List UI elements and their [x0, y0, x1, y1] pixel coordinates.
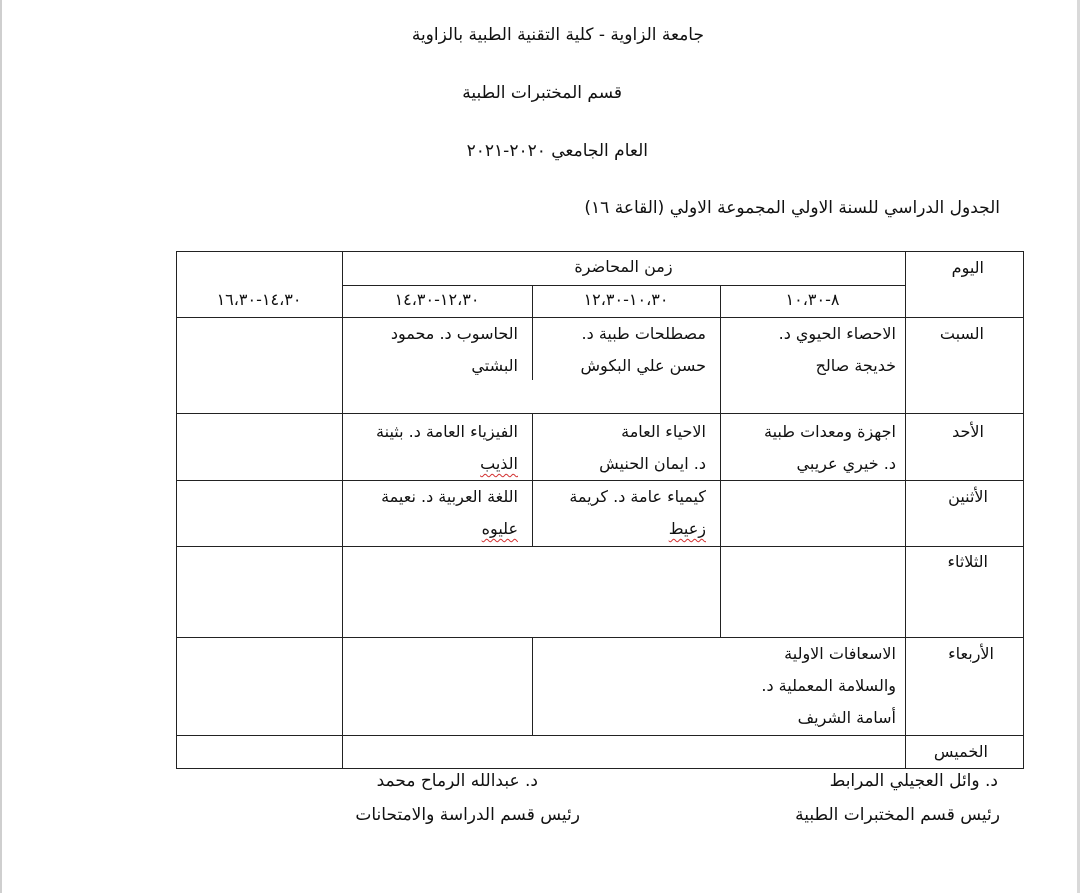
day-thursday: الخميس — [933, 742, 988, 761]
mon-slot3-line1: اللغة العربية د. نعيمة — [381, 487, 518, 506]
sun-slot3-line2: الذيب — [480, 454, 518, 473]
row-rule — [176, 637, 1024, 638]
slot-column-rule — [532, 413, 533, 480]
sun-slot1-line1: اجهزة ومعدات طبية — [764, 422, 896, 441]
table-border-left — [176, 251, 177, 769]
table-border-right — [1023, 251, 1024, 769]
mon-slot2-line1: كيمياء عامة د. كريمة — [569, 487, 706, 506]
slot-column-rule — [532, 637, 533, 735]
time-header: زمن المحاضرة — [574, 257, 673, 276]
slot-column-rule — [532, 480, 533, 546]
slot-2-header: ١٠،٣٠-١٢،٣٠ — [583, 290, 669, 309]
sun-slot1-line2: د. خيري عريبي — [796, 454, 896, 473]
mon-slot3-line2: عليوه — [481, 519, 518, 538]
mon-slot2-line2: زعيط — [668, 519, 706, 538]
day-column-rule — [905, 251, 906, 769]
day-sunday: الأحد — [952, 422, 984, 441]
sat-slot2-line1: مصطلحات طبية د. — [581, 324, 706, 343]
slot-column-rule — [720, 285, 721, 637]
wed-slot1-line3: أسامة الشريف — [797, 708, 896, 727]
left-signatory-name: د. عبدالله الرماح محمد — [376, 771, 538, 791]
page-edge-left — [0, 0, 2, 893]
left-signatory-title: رئيس قسم الدراسة والامتحانات — [355, 805, 580, 825]
schedule-title: الجدول الدراسي للسنة الاولي المجموعة الاولي (القاعة ١٦) — [584, 198, 1000, 218]
sun-slot2-line1: الاحياء العامة — [621, 422, 706, 441]
schedule-table — [176, 251, 1024, 769]
slot-1-header: ٨-١٠،٣٠ — [785, 290, 840, 309]
table-border-bottom — [176, 768, 1024, 769]
department-title: قسم المختبرات الطبية — [462, 83, 622, 103]
sat-slot3-line1: الحاسوب د. محمود — [390, 324, 518, 343]
sat-slot2-line2: حسن علي البكوش — [580, 356, 706, 375]
sat-slot1-line2: خديجة صالح — [815, 356, 896, 375]
day-saturday: السبت — [939, 324, 984, 343]
day-monday: الأثنين — [948, 487, 988, 506]
slot-column-rule — [342, 251, 343, 769]
row-rule — [176, 546, 1024, 547]
wed-slot1-line2: والسلامة المعملية د. — [761, 676, 896, 695]
row-rule — [176, 413, 1024, 414]
university-title: جامعة الزاوية - كلية التقنية الطبية بالزاوية — [411, 25, 704, 45]
slot-3-header: ١٢،٣٠-١٤،٣٠ — [394, 290, 480, 309]
header-bottom-rule — [176, 317, 1024, 318]
right-signatory-title: رئيس قسم المختبرات الطبية — [795, 805, 1000, 825]
day-header: اليوم — [951, 258, 984, 277]
day-tuesday: الثلاثاء — [947, 552, 988, 571]
wed-slot1-line1: الاسعافات الاولية — [784, 644, 896, 663]
sun-slot2-line2: د. ايمان الحنيش — [599, 454, 706, 473]
row-rule — [176, 735, 1024, 736]
sat-slot3-line2: البشتي — [471, 356, 518, 375]
day-wednesday: الأربعاء — [948, 644, 994, 663]
academic-year: العام الجامعي ٢٠٢٠-٢٠٢١ — [466, 141, 648, 161]
slot-4-header: ١٤،٣٠-١٦،٣٠ — [216, 290, 302, 309]
right-signatory-name: د. وائل العجيلي المرابط — [829, 771, 998, 791]
sat-slot1-line1: الاحصاء الحيوي د. — [778, 324, 896, 343]
row-rule — [176, 480, 1024, 481]
sun-slot3-line1: الفيزياء العامة د. بثينة — [376, 422, 518, 441]
